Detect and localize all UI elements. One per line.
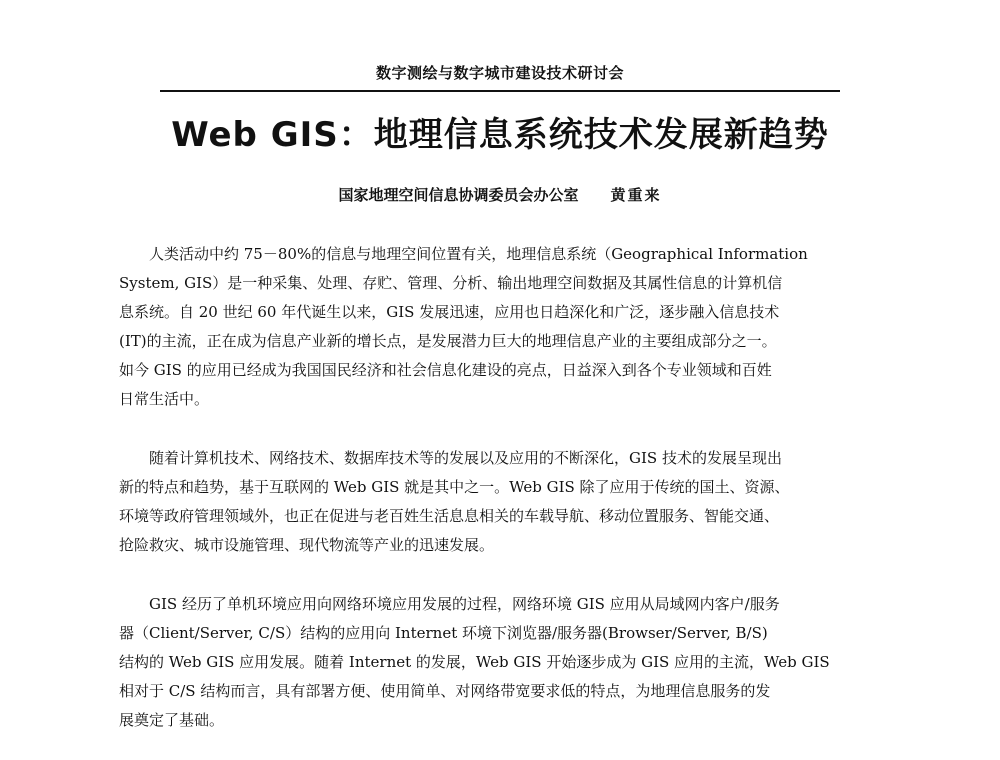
body-text [119,240,894,760]
paragraph-1 [119,240,894,414]
text-line: 相对于 C/S 结构而言，具有部署方便、使用简单、对网络带宽要求低的特点，为地理信息服务的发 [119,682,771,700]
text-line: 展奠定了基础。 [119,711,225,729]
text-line: 新的特点和趋势，基于互联网的 Web GIS 就是其中之一。Web GIS 除了应用于传统的国土、资源、 [119,478,790,496]
paragraph-2 [119,444,894,560]
text-line: GIS 经历了单机环境应用向网络环境应用发展的过程，网络环境 GIS 应用从局域网内客户/服务 [149,595,780,613]
running-header: 数字测绘与数字城市建设技术研讨会 [375,64,624,82]
text-line: 息系统。自 20 世纪 60 年代诞生以来，GIS 发展迅速，应用也日趋深化和广泛，逐步融入信息技术 [119,303,780,321]
header-rule [160,90,840,92]
text-line: 人类活动中约 75－80%的信息与地理空间位置有关，地理信息系统（Geographical Information [149,245,808,263]
text-line: 如今 GIS 的应用已经成为我国国民经济和社会信息化建设的亮点，日益深入到各个专业领域和百姓 [119,361,772,379]
text-line: 器（Client/Server, C/S）结构的应用向 Internet 环境下浏览器/服务器(Browser/Server, B/S) [119,624,768,642]
author-name: 黄重来 [610,186,662,204]
text-line: 随着计算机技术、网络技术、数据库技术等的发展以及应用的不断深化，GIS 技术的发展呈现出 [149,449,782,467]
text-line: 日常生活中。 [119,390,210,408]
text-line: 环境等政府管理领域外，也正在促进与老百姓生活息息相关的车载导航、移动位置服务、智能交通、 [119,507,780,525]
article-title: Web GIS：地理信息系统技术发展新趋势 [171,115,829,155]
byline [200,184,800,206]
text-line: 抢险救灾、城市设施管理、现代物流等产业的迅速发展。 [119,536,495,554]
text-line: System, GIS）是一种采集、处理、存贮、管理、分析、输出地理空间数据及其属性信息的计算机信 [119,274,783,292]
affiliation: 国家地理空间信息协调委员会办公室 [338,186,579,204]
text-line: 结构的 Web GIS 应用发展。随着 Internet 的发展，Web GIS 开始逐步成为 GIS 应用的主流，Web GIS [119,653,830,671]
paragraph-3 [119,590,894,735]
text-line: (IT)的主流，正在成为信息产业新的增长点，是发展潜力巨大的地理信息产业的主要组成部分之一。 [119,332,777,350]
